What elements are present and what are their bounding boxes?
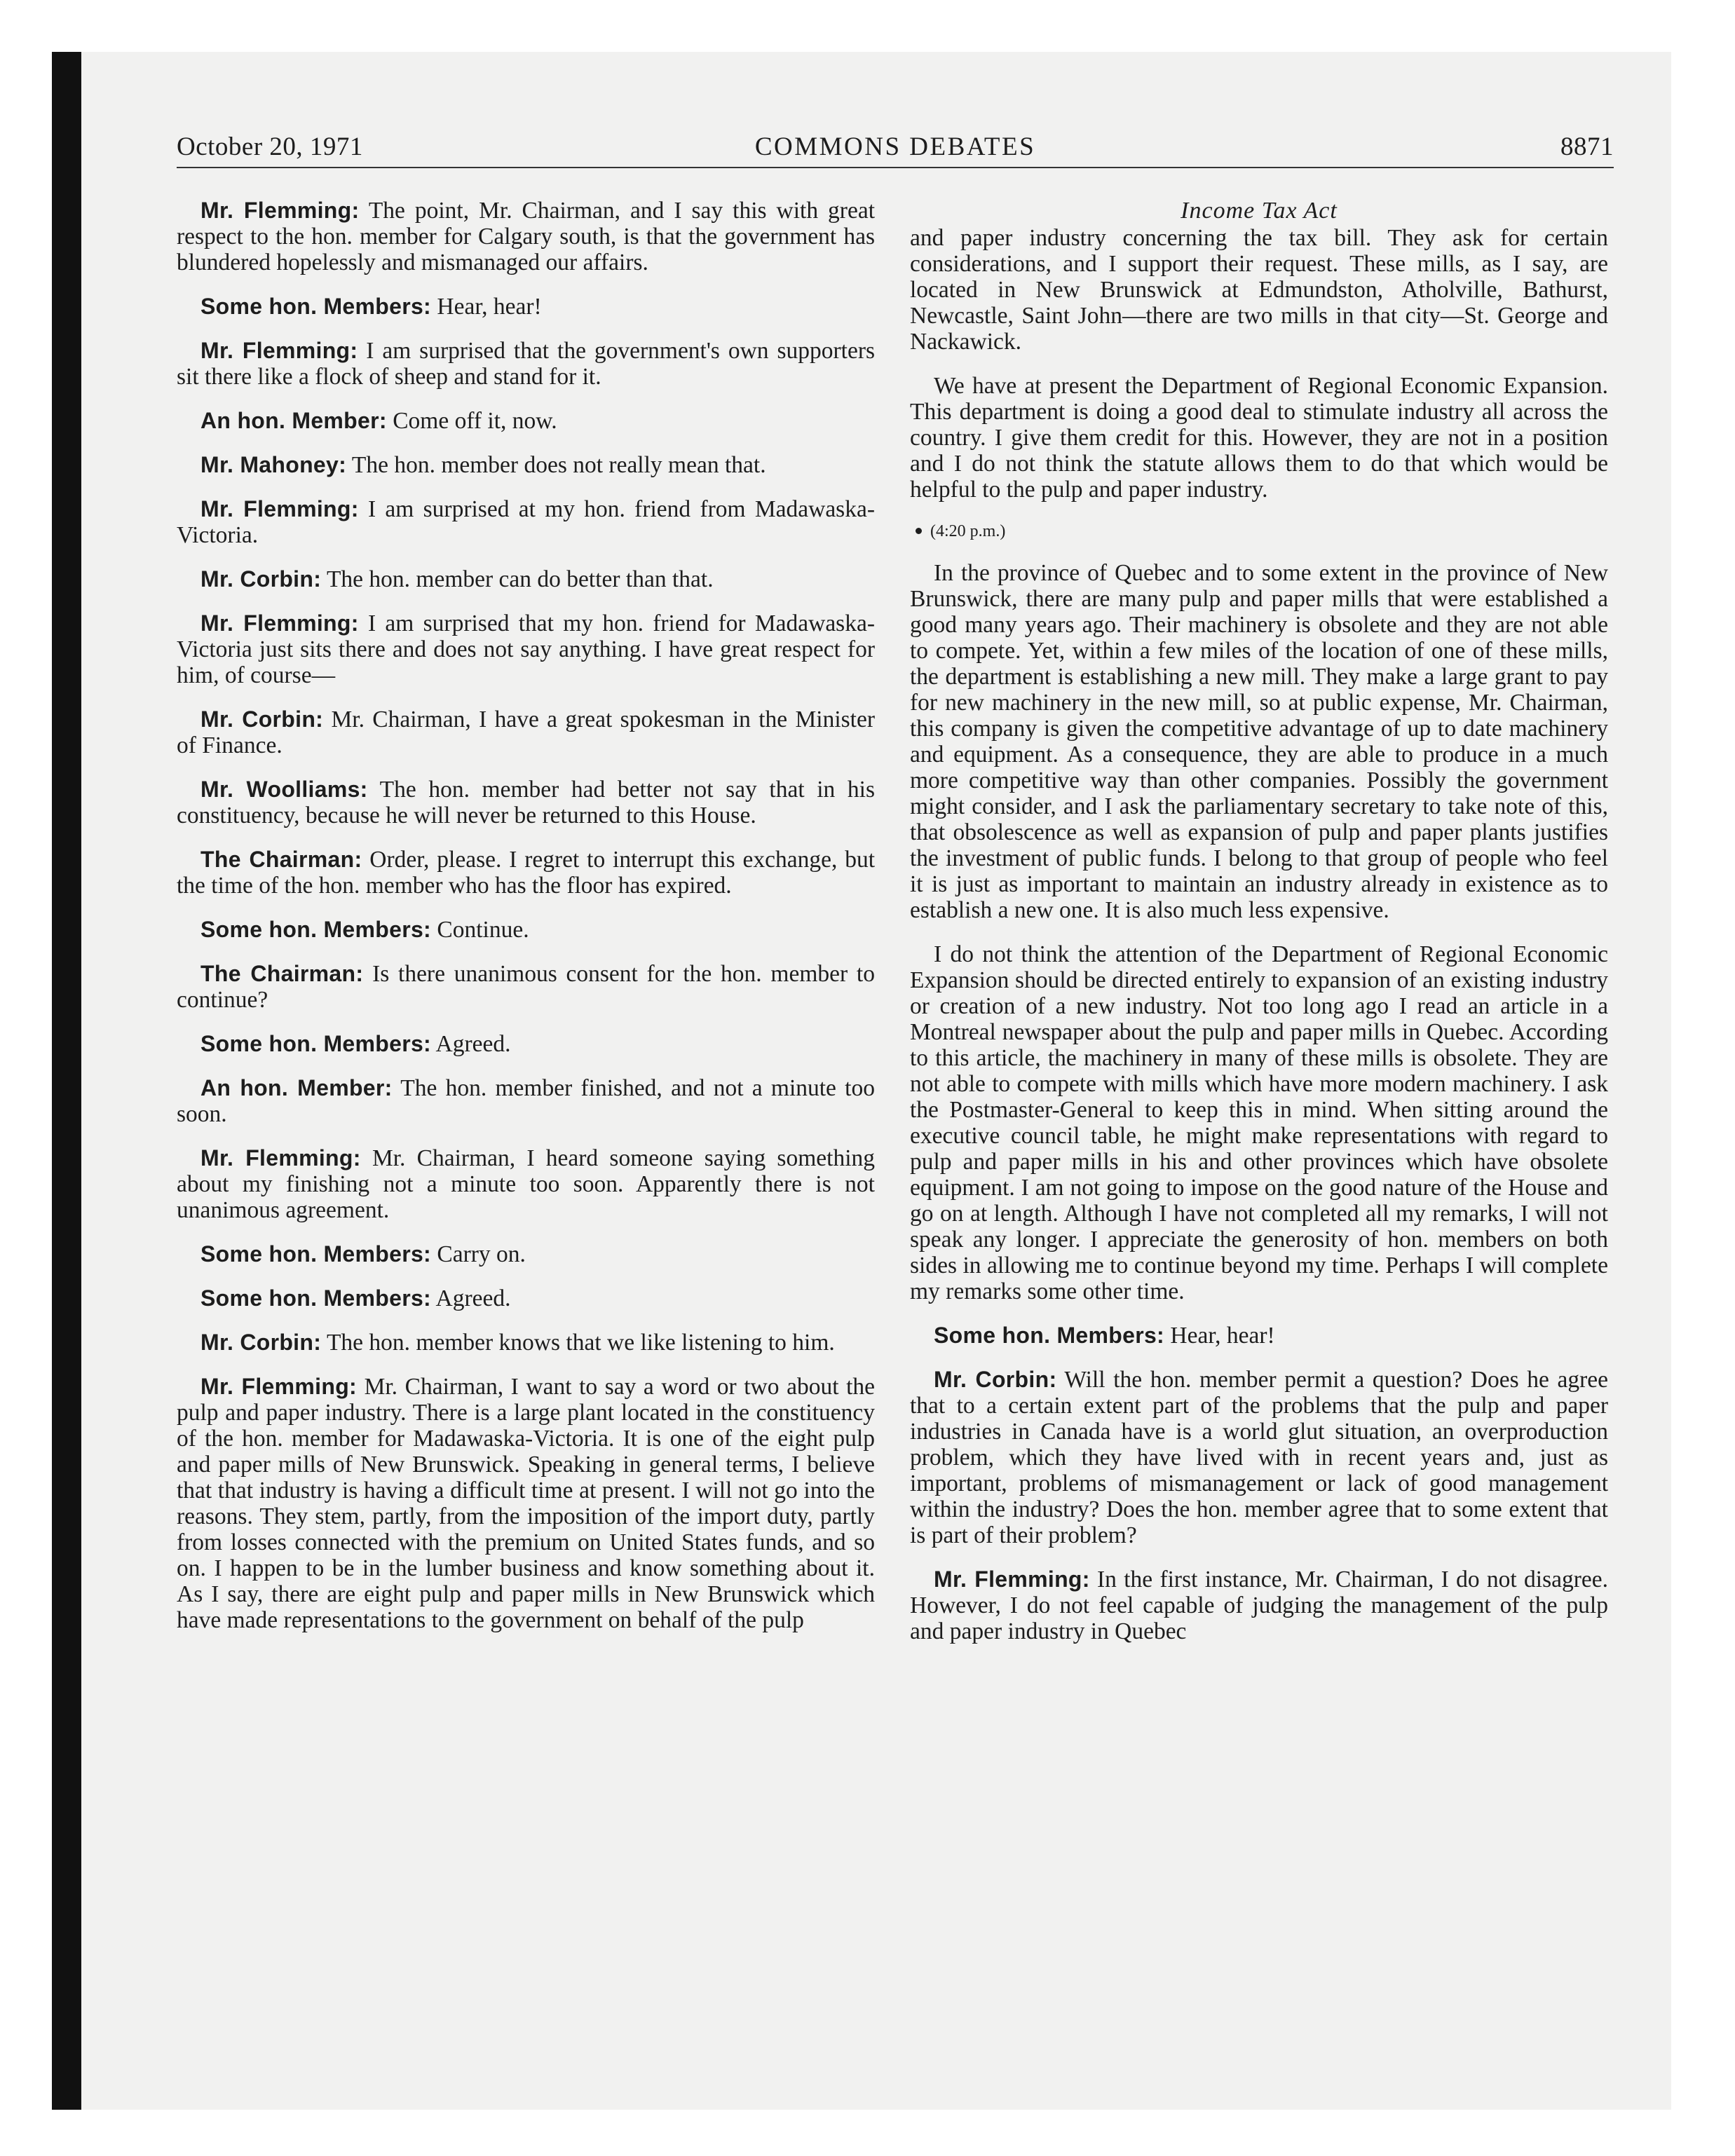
speech-text: The hon. member can do better than that. [326, 566, 714, 592]
speaker-name: Mr. Corbin: [200, 566, 322, 592]
speech-text: We have at present the Department of Regional Economic Expansion. This department is doing a good deal to stimulate industry all across the country. I give them credit for this. However, they are not in a position and I do not think the statute allows them to do that which would be helpful to the pulp and paper industry. [910, 373, 1608, 503]
paragraph [177, 1075, 875, 1127]
speaker-name: Some hon. Members: [200, 1241, 432, 1267]
binding-edge [52, 52, 81, 2110]
speaker-name: Mr. Flemming: [200, 496, 359, 521]
paragraph [910, 225, 1608, 355]
paragraph [177, 1241, 875, 1267]
speaker-name: An hon. Member: [200, 408, 387, 433]
paragraph [910, 1567, 1608, 1644]
speech-text: In the first instance, Mr. Chairman, I do not disagree. However, I do not feel capable of judging the management of the pulp and paper industry in Quebec [910, 1567, 1608, 1644]
speech-text: Agreed. [435, 1031, 511, 1057]
speaker-name: Some hon. Members: [200, 1285, 432, 1311]
page-number: 8871 [1560, 132, 1614, 161]
speaker-name: Some hon. Members: [934, 1323, 1165, 1348]
paragraph [177, 294, 875, 320]
speech-text: Is there unanimous consent for the hon. member to continue? [177, 961, 875, 1013]
speech-text: Come off it, now. [393, 408, 557, 434]
speech-text: The hon. member finished, and not a minute too soon. [177, 1075, 875, 1127]
speaker-name: Some hon. Members: [200, 1031, 432, 1056]
time-marker [910, 521, 1608, 542]
speech-text: Continue. [437, 917, 529, 943]
speech-text: The hon. member knows that we like listening to him. [326, 1330, 835, 1356]
speaker-name: Mr. Woolliams: [200, 777, 368, 802]
paragraph [177, 452, 875, 478]
speech-text: Agreed. [435, 1285, 511, 1311]
time-marker-text: (4:20 p.m.) [930, 522, 1006, 540]
speaker-name: Mr. Mahoney: [200, 452, 347, 477]
speech-text: Carry on. [437, 1241, 526, 1267]
speech-text: The hon. member had better not say that in his constituency, because he will never be returned to this House. [177, 777, 875, 828]
speaker-name: Some hon. Members: [200, 294, 432, 319]
speech-text: Mr. Chairman, I have a great spokesman in the Minister of Finance. [177, 707, 875, 758]
speech-text: I am surprised that the government's own supporters sit there like a flock of sheep and stand for it. [177, 338, 876, 390]
speaker-name: Mr. Flemming: [200, 1145, 361, 1171]
speech-text: The point, Mr. Chairman, and I say this with great respect to the hon. member for Calgary south, is that the government has blundered hopelessly and mismanaged our affairs. [177, 198, 876, 275]
header-rule [177, 167, 1614, 168]
speaker-name: Mr. Flemming: [200, 1374, 357, 1399]
right-column-part-1 [910, 225, 1608, 503]
speech-text: Mr. Chairman, I want to say a word or two about the pulp and paper industry. There is a large plant located in the constituency of the hon. member for Madawaska-Victoria. It is one of the eight pulp and paper mills of New Brunswick. Speaking in general terms, I believe that that industry is having a difficult time at present. I will not go into the reasons. They stem, partly, from the imposition of the import duty, partly from losses connected with the premium on United States funds, and so on. I happen to be in the lumber business and know something about it. As I say, there are eight pulp and paper mills in New Brunswick which have made representations to the government on behalf of the pulp [177, 1374, 875, 1633]
paragraph [177, 777, 875, 828]
paragraph [910, 1367, 1608, 1548]
paragraph [177, 496, 875, 548]
paragraph [177, 707, 875, 758]
paragraph [177, 1031, 875, 1057]
speech-text: I am surprised at my hon. friend from Madawaska-Victoria. [177, 496, 875, 548]
speaker-name: The Chairman: [200, 961, 364, 986]
speaker-name: Mr. Corbin: [934, 1367, 1057, 1392]
speech-text: and paper industry concerning the tax bill. They ask for certain considerations, and I support their request. These mills, as I say, are located in New Brunswick at Edmundston, Atholville, Bathurst, Newcastle, Saint John—there are two mills in that city—St. George and Nackawick. [910, 225, 1608, 355]
paragraph [910, 373, 1608, 503]
speaker-name: Mr. Flemming: [200, 198, 360, 223]
paragraph [177, 917, 875, 943]
paragraph [177, 566, 875, 592]
paragraph [177, 847, 875, 899]
paragraph [177, 1285, 875, 1311]
speech-text: I do not think the attention of the Department of Regional Economic Expansion should be directed entirely to expansion of an existing industry or creation of a new industry. Not too long ago I read an article in a Montreal newspaper about the pulp and paper mills in Quebec. According to this article, the machinery in many of these mills is obsolete. They are not able to compete with mills which have more modern machinery. I ask the Postmaster-General to keep this in mind. When sitting around the executive council table, he might make representations with regard to pulp and paper mills in his and other provinces which have obsolete equipment. I am not going to impose on the good nature of the House and go on at length. Although I have not completed all my remarks, I will not speak any longer. I appreciate the generosity of hon. members on both sides in allowing me to continue beyond my time. Perhaps I will complete my remarks some other time. [910, 941, 1608, 1304]
paragraph [910, 941, 1608, 1304]
speaker-name: An hon. Member: [200, 1075, 393, 1100]
left-column [177, 198, 875, 1651]
header-date: October 20, 1971 [177, 132, 363, 161]
paragraph [910, 560, 1608, 923]
speech-text: In the province of Quebec and to some extent in the province of New Brunswick, there are many pulp and paper mills that were established a good many years ago. Their machinery is obsolete and they are not able to compete. Yet, within a few miles of the location of one of these mills, the department is establishing a new mill. They make a large grant to pay for new machinery in the new mill, so at public expense, Mr. Chairman, this company is given the competitive advantage of up to date machinery and equipment. As a consequence, they are able to produce in a much more competitive way than other companies. Possibly the government might consider, and I ask the parliamentary secretary to take note of this, that obsolescence as well as expansion of pulp and paper plants justifies the investment of public funds. I belong to that group of people who feel it is just as important to maintain an industry already in existence as to establish a new one. It is also much less expensive. [910, 560, 1608, 923]
speaker-name: Some hon. Members: [200, 917, 432, 942]
paragraph [177, 198, 875, 275]
speaker-name: The Chairman: [200, 847, 362, 872]
speaker-name: Mr. Flemming: [200, 610, 359, 636]
paragraph [177, 408, 875, 434]
paragraph [177, 610, 875, 688]
speech-text: I am surprised that my hon. friend for Madawaska-Victoria just sits there and does not say anything. I have great respect for him, of course— [177, 610, 875, 688]
speech-text: Hear, hear! [1170, 1323, 1275, 1349]
speech-text: Hear, hear! [437, 294, 542, 320]
speaker-name: Mr. Flemming: [200, 338, 358, 363]
speaker-name: Mr. Corbin: [200, 707, 324, 732]
speech-text: Mr. Chairman, I heard someone saying something about my finishing not a minute too soon. Apparently there is not unanimous agreement. [177, 1145, 876, 1223]
paragraph [177, 1330, 875, 1356]
paragraph [177, 961, 875, 1013]
running-head: Income Tax Act [1181, 198, 1338, 224]
speech-text: Will the hon. member permit a question? Does he agree that to a certain extent part of the problems that the pulp and paper industries in Canada have is a world glut situation, an overproduction problem, which they have lived with in recent years and, just as important, problems of mismanagement or lack of good management within the industry? Does the hon. member agree that to some extent that is part of their problem? [910, 1367, 1608, 1548]
speech-text: Order, please. I regret to interrupt this exchange, but the time of the hon. member who has the floor has expired. [177, 847, 876, 899]
paragraph [177, 338, 875, 390]
page-header [177, 132, 1614, 168]
speaker-name: Mr. Flemming: [934, 1567, 1090, 1592]
paragraph [910, 1323, 1608, 1349]
header-title: COMMONS DEBATES [754, 132, 1036, 161]
paragraph [177, 1374, 875, 1633]
speech-text: The hon. member does not really mean that. [351, 452, 766, 478]
bullet-icon [916, 528, 922, 534]
speaker-name: Mr. Corbin: [200, 1330, 322, 1355]
right-column-part-2 [910, 560, 1608, 1644]
paragraph [177, 1145, 875, 1223]
right-column [910, 198, 1608, 1663]
